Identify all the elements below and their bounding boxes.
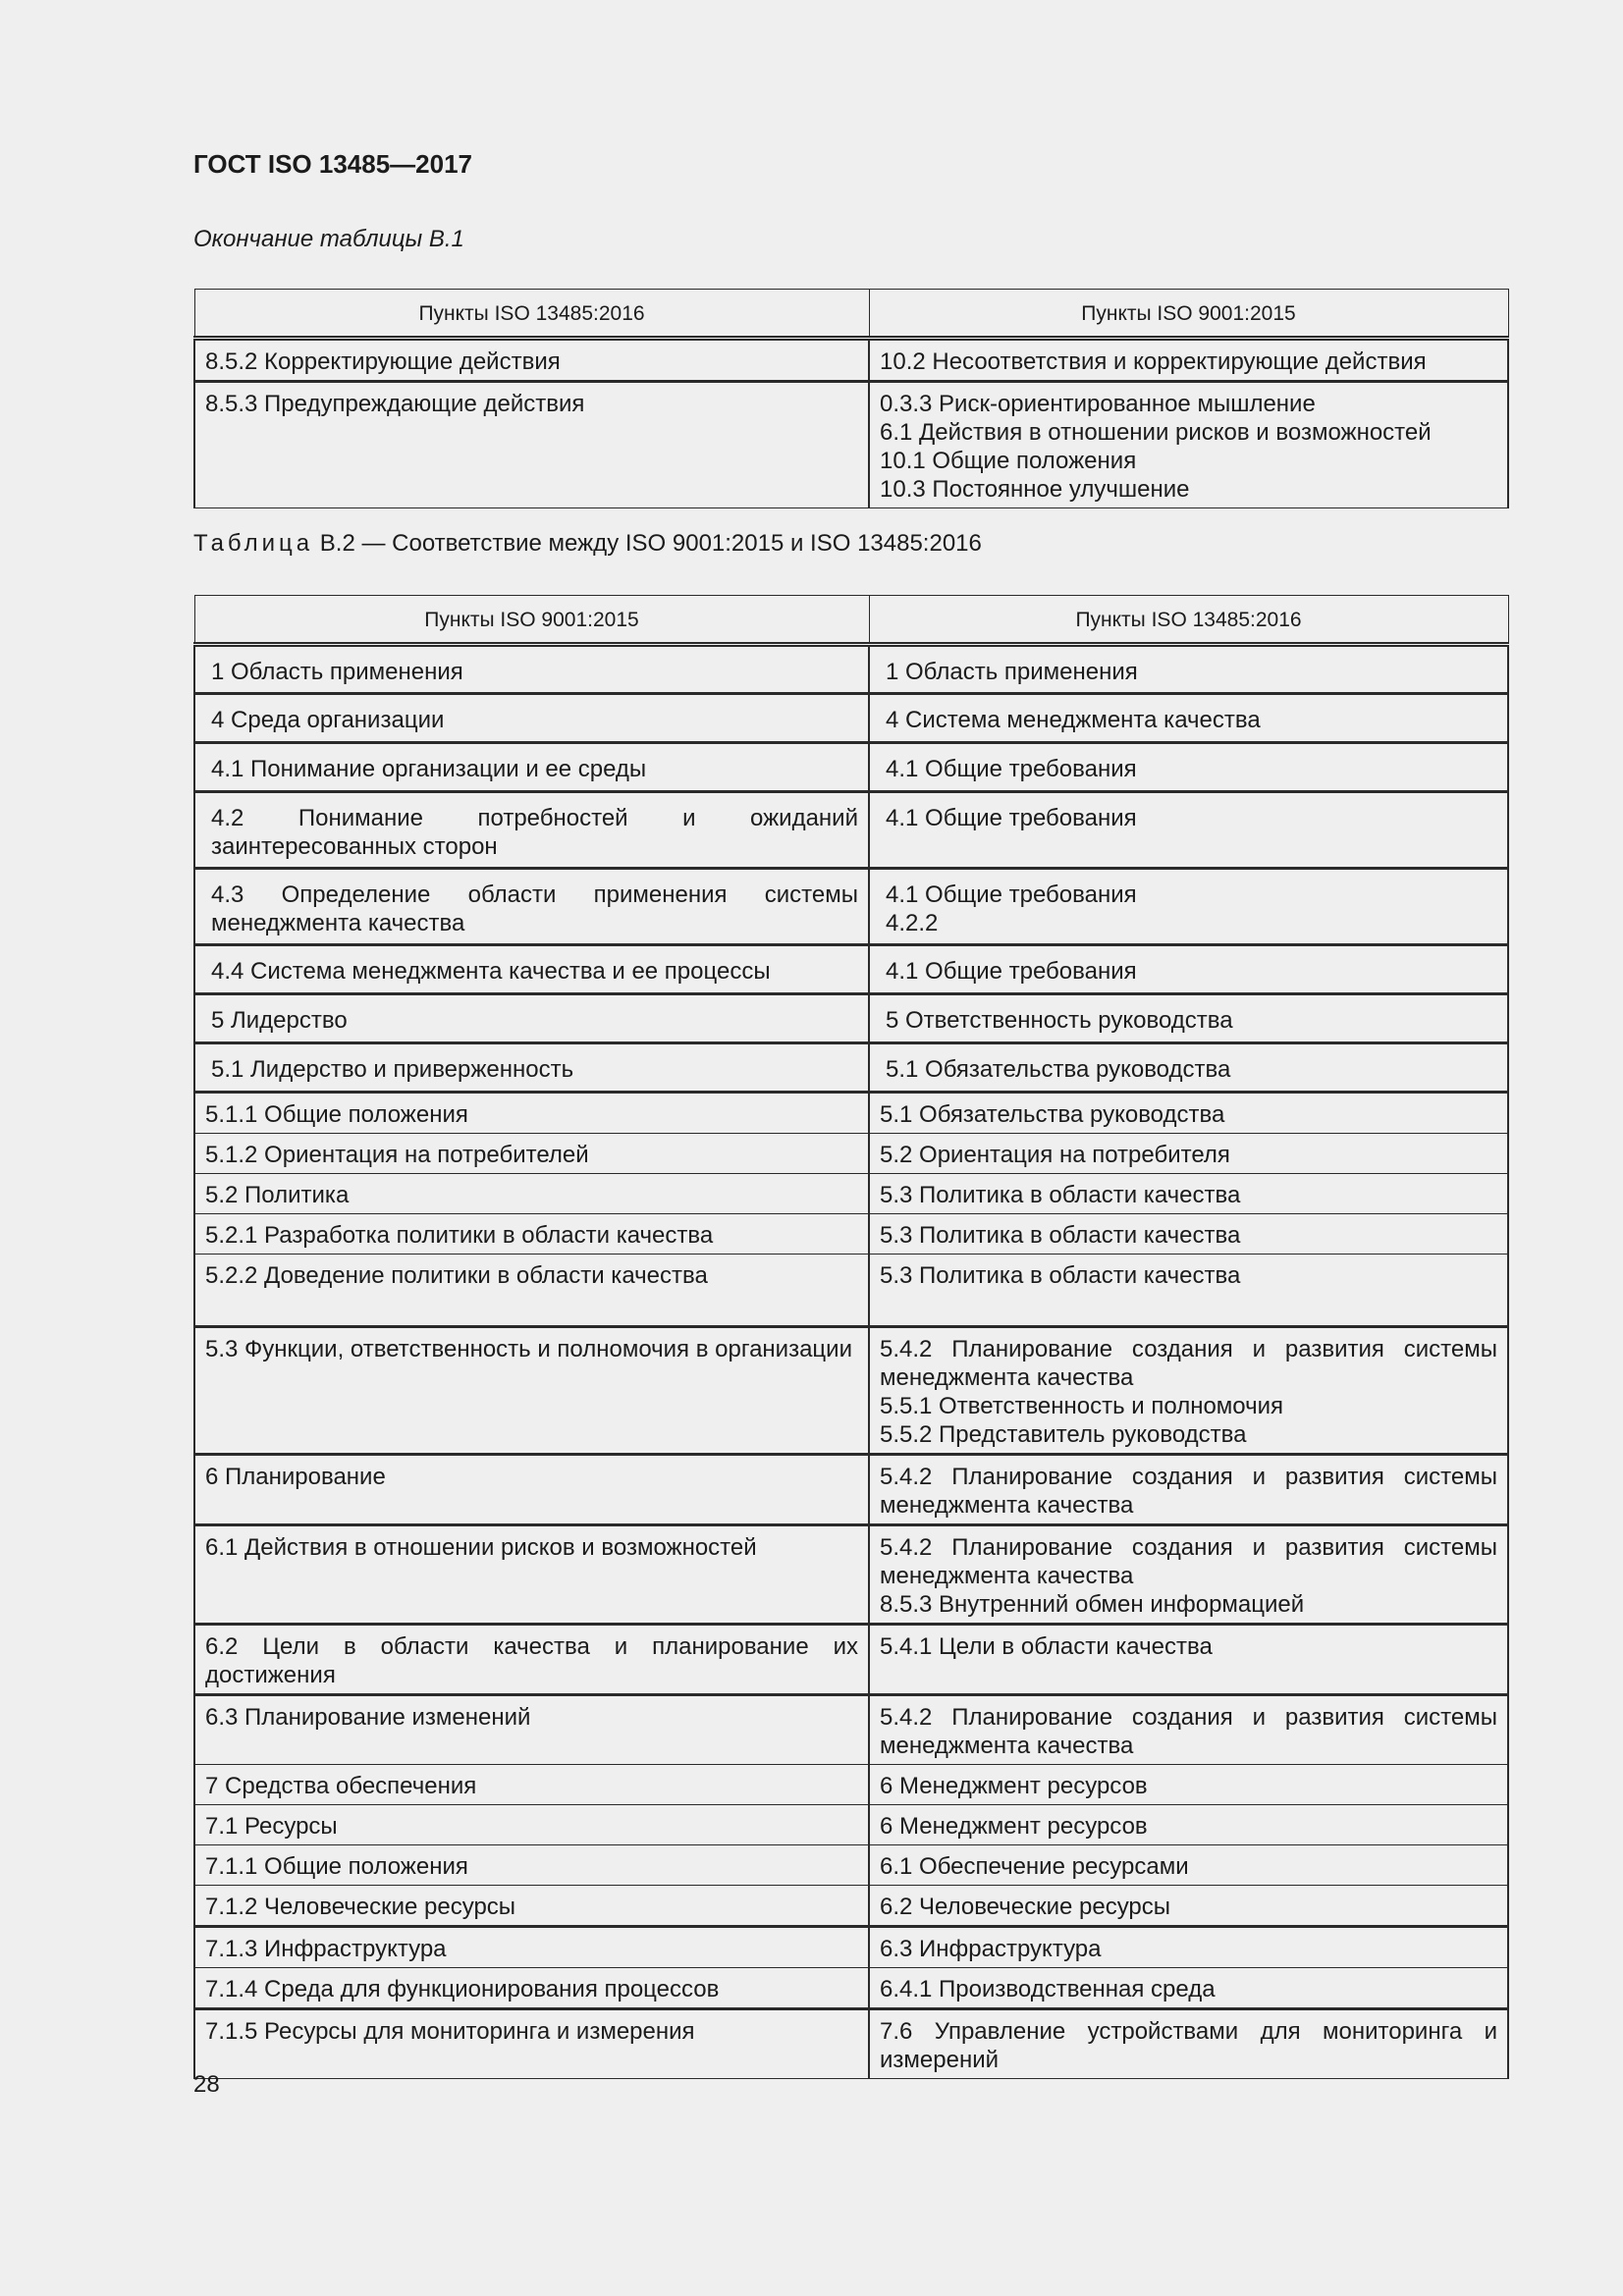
- table-cell-left: [194, 792, 869, 869]
- table-cell-right: [869, 1134, 1508, 1174]
- cell-text-line: 5.2.1 Разработка политики в области качества: [205, 1222, 714, 1249]
- cell-text-line: 6.4.1 Производственная среда: [880, 1976, 1216, 2002]
- cell-text-line: 4.1 Общие требования: [886, 756, 1137, 782]
- cell-text-line: 5 Ответственность руководства: [886, 1007, 1233, 1034]
- cell-text-line: 6 Менеджмент ресурсов: [880, 1773, 1148, 1799]
- table-cell-right: [869, 1043, 1508, 1093]
- table-b2: [193, 595, 1509, 2079]
- cell-text-line: 10.2 Несоответствия и корректирующие действия: [880, 348, 1427, 375]
- table-cell-left: [194, 382, 869, 508]
- table-cell-left: [194, 694, 869, 743]
- table-cell-left: [194, 1327, 869, 1455]
- table-row: [194, 694, 1508, 743]
- cell-text-line: 4 Среда организации: [211, 707, 445, 733]
- cell-text-line: 5.4.2 Планирование создания и развития системы менеджмента качества: [880, 1704, 1497, 1759]
- table2-col-header-1: Пункты ISO 9001:2015: [194, 596, 869, 645]
- table-cell-left: [194, 945, 869, 994]
- cell-text-line: 6 Менеджмент ресурсов: [880, 1813, 1148, 1840]
- cell-text-line: 5.3 Политика в области качества: [880, 1182, 1241, 1208]
- table-cell-right: [869, 1886, 1508, 1927]
- cell-text-line: 7 Средства обеспечения: [205, 1773, 477, 1799]
- cell-text-line: 8.5.3 Внутренний обмен информацией: [880, 1591, 1305, 1618]
- table-row: [194, 1968, 1508, 2009]
- cell-text-line: 4.1 Общие требования: [886, 881, 1137, 908]
- cell-text-line: 4.1 Общие требования: [886, 958, 1137, 985]
- table-cell-right: [869, 1695, 1508, 1765]
- table-cell-right: [869, 1927, 1508, 1968]
- cell-text-line: 4.1 Понимание организации и ее среды: [211, 756, 647, 782]
- table1-caption: Окончание таблицы В.1: [193, 226, 464, 252]
- table-cell-left: [194, 1214, 869, 1255]
- table-cell-left: [194, 1134, 869, 1174]
- table-row: [194, 382, 1508, 508]
- cell-text-line: 5.4.2 Планирование создания и развития системы менеджмента качества: [880, 1534, 1497, 1589]
- table-row: [194, 792, 1508, 869]
- table-cell-right: [869, 994, 1508, 1043]
- table-cell-right: [869, 743, 1508, 792]
- table-row: [194, 1886, 1508, 1927]
- table-row: [194, 1805, 1508, 1845]
- table-row: [194, 1455, 1508, 1525]
- table-row: [194, 743, 1508, 792]
- cell-text-line: 7.1.3 Инфраструктура: [205, 1936, 447, 1962]
- table-row: [194, 2009, 1508, 2079]
- table-cell-right: [869, 339, 1508, 382]
- cell-text-line: 5.4.1 Цели в области качества: [880, 1633, 1213, 1660]
- cell-text-line: 4.1 Общие требования: [886, 805, 1137, 831]
- table-row: [194, 1255, 1508, 1327]
- table-cell-left: [194, 743, 869, 792]
- table-row: [194, 1214, 1508, 1255]
- table-cell-right: [869, 645, 1508, 694]
- cell-text-line: 5.3 Политика в области качества: [880, 1262, 1241, 1289]
- table-cell-right: [869, 1093, 1508, 1134]
- cell-text-line: 6.2 Человеческие ресурсы: [880, 1894, 1171, 1920]
- table-cell-right: [869, 792, 1508, 869]
- cell-text-line: 5.2.2 Доведение политики в области качества: [205, 1262, 708, 1289]
- cell-text-line: 5.4.2 Планирование создания и развития системы менеджмента качества: [880, 1464, 1497, 1519]
- cell-text-line: 10.1 Общие положения: [880, 448, 1137, 474]
- table-row: [194, 1525, 1508, 1625]
- table-row: [194, 945, 1508, 994]
- table-cell-right: [869, 1968, 1508, 2009]
- table-row: [194, 1845, 1508, 1886]
- cell-text-line: 5.2 Ориентация на потребителя: [880, 1142, 1230, 1168]
- cell-text-line: 5.5.2 Представитель руководства: [880, 1421, 1247, 1448]
- table-cell-left: [194, 1255, 869, 1327]
- cell-text-line: 6.2 Цели в области качества и планирование их достижения: [205, 1633, 858, 1688]
- table-cell-left: [194, 2009, 869, 2079]
- cell-text-line: 5.1 Обязательства руководства: [880, 1101, 1225, 1128]
- table-cell-right: [869, 1327, 1508, 1455]
- cell-text-line: 6.3 Инфраструктура: [880, 1936, 1102, 1962]
- cell-text-line: 7.1.1 Общие положения: [205, 1853, 468, 1880]
- page-number: 28: [193, 2071, 220, 2098]
- cell-text-line: 1 Область применения: [211, 659, 463, 685]
- cell-text-line: 4 Система менеджмента качества: [886, 707, 1261, 733]
- document-title: ГОСТ ISO 13485—2017: [193, 149, 473, 179]
- cell-text-line: 5.3 Функции, ответственность и полномочия в организации: [205, 1336, 852, 1362]
- table-cell-right: [869, 2009, 1508, 2079]
- table-cell-left: [194, 994, 869, 1043]
- cell-text-line: 5.3 Политика в области качества: [880, 1222, 1241, 1249]
- table-cell-right: [869, 1455, 1508, 1525]
- table-cell-right: [869, 1174, 1508, 1214]
- cell-text-line: 4.2 Понимание потребностей и ожиданий заинтересованных сторон: [211, 805, 858, 860]
- table-cell-left: [194, 1695, 869, 1765]
- table1-col-header-2: Пункты ISO 9001:2015: [869, 290, 1508, 339]
- table-row: [194, 1174, 1508, 1214]
- table-cell-left: [194, 1043, 869, 1093]
- table-cell-right: [869, 1214, 1508, 1255]
- table-row: [194, 1093, 1508, 1134]
- cell-text-line: 5.1.1 Общие положения: [205, 1101, 468, 1128]
- cell-text-line: 6.1 Обеспечение ресурсами: [880, 1853, 1189, 1880]
- cell-text-line: 7.1.4 Среда для функционирования процессов: [205, 1976, 720, 2002]
- table-row: [194, 1695, 1508, 1765]
- table-cell-right: [869, 1625, 1508, 1695]
- cell-text-line: 1 Область применения: [886, 659, 1138, 685]
- cell-text-line: 8.5.2 Корректирующие действия: [205, 348, 561, 375]
- table-row: [194, 1625, 1508, 1695]
- cell-text-line: 5.1.2 Ориентация на потребителей: [205, 1142, 589, 1168]
- table-cell-left: [194, 1455, 869, 1525]
- table-row: [194, 1134, 1508, 1174]
- table-cell-left: [194, 1845, 869, 1886]
- cell-text-line: 5.5.1 Ответственность и полномочия: [880, 1393, 1284, 1419]
- table-row: [194, 994, 1508, 1043]
- table-row: [194, 1043, 1508, 1093]
- table-cell-left: [194, 1093, 869, 1134]
- table-cell-right: [869, 1805, 1508, 1845]
- table-cell-left: [194, 1174, 869, 1214]
- cell-text-line: 6.1 Действия в отношении рисков и возможностей: [880, 419, 1432, 446]
- cell-text-line: 4.4 Система менеджмента качества и ее процессы: [211, 958, 771, 985]
- cell-text-line: 6 Планирование: [205, 1464, 386, 1490]
- cell-text-line: 5.2 Политика: [205, 1182, 350, 1208]
- cell-text-line: 5.1 Обязательства руководства: [886, 1056, 1231, 1083]
- table-cell-right: [869, 869, 1508, 945]
- cell-text-line: 4.3 Определение области применения системы менеджмента качества: [211, 881, 858, 936]
- cell-text-line: 10.3 Постоянное улучшение: [880, 476, 1190, 503]
- table-row: [194, 1765, 1508, 1805]
- table-cell-right: [869, 694, 1508, 743]
- cell-text-line: 6.1 Действия в отношении рисков и возможностей: [205, 1534, 757, 1561]
- cell-text-line: 7.1.5 Ресурсы для мониторинга и измерения: [205, 2018, 695, 2045]
- cell-text-line: 5 Лидерство: [211, 1007, 348, 1034]
- table-b1-end: [193, 289, 1509, 508]
- table-cell-left: [194, 1968, 869, 2009]
- table-cell-right: [869, 382, 1508, 508]
- table-cell-left: [194, 645, 869, 694]
- cell-text-line: 6.3 Планирование изменений: [205, 1704, 531, 1731]
- table-row: [194, 339, 1508, 382]
- table-cell-left: [194, 869, 869, 945]
- cell-text-line: 4.2.2: [886, 910, 939, 936]
- cell-text-line: 8.5.3 Предупреждающие действия: [205, 391, 585, 417]
- cell-text-line: 5.4.2 Планирование создания и развития системы менеджмента качества: [880, 1336, 1497, 1391]
- table2-caption-label: Таблица: [193, 530, 314, 557]
- table-cell-right: [869, 945, 1508, 994]
- table-cell-left: [194, 1525, 869, 1625]
- table-cell-left: [194, 339, 869, 382]
- table2-col-header-2: Пункты ISO 13485:2016: [869, 596, 1508, 645]
- cell-text-line: 0.3.3 Риск-ориентированное мышление: [880, 391, 1316, 417]
- table2-caption: [193, 530, 982, 558]
- table-row: [194, 869, 1508, 945]
- table-row: [194, 1927, 1508, 1968]
- table-cell-left: [194, 1625, 869, 1695]
- table-cell-left: [194, 1805, 869, 1845]
- table-row: [194, 645, 1508, 694]
- cell-text-line: 7.1.2 Человеческие ресурсы: [205, 1894, 516, 1920]
- table-row: [194, 1327, 1508, 1455]
- cell-text-line: 7.6 Управление устройствами для мониторинга и измерений: [880, 2018, 1497, 2073]
- table-cell-right: [869, 1525, 1508, 1625]
- table-cell-left: [194, 1765, 869, 1805]
- table-cell-left: [194, 1927, 869, 1968]
- table-cell-left: [194, 1886, 869, 1927]
- cell-text-line: 5.1 Лидерство и приверженность: [211, 1056, 574, 1083]
- table-cell-right: [869, 1255, 1508, 1327]
- table-cell-right: [869, 1765, 1508, 1805]
- table1-col-header-1: Пункты ISO 13485:2016: [194, 290, 869, 339]
- cell-text-line: 7.1 Ресурсы: [205, 1813, 338, 1840]
- table-cell-right: [869, 1845, 1508, 1886]
- table2-caption-text: В.2 — Соответствие между ISO 9001:2015 и ISO 13485:2016: [319, 530, 982, 557]
